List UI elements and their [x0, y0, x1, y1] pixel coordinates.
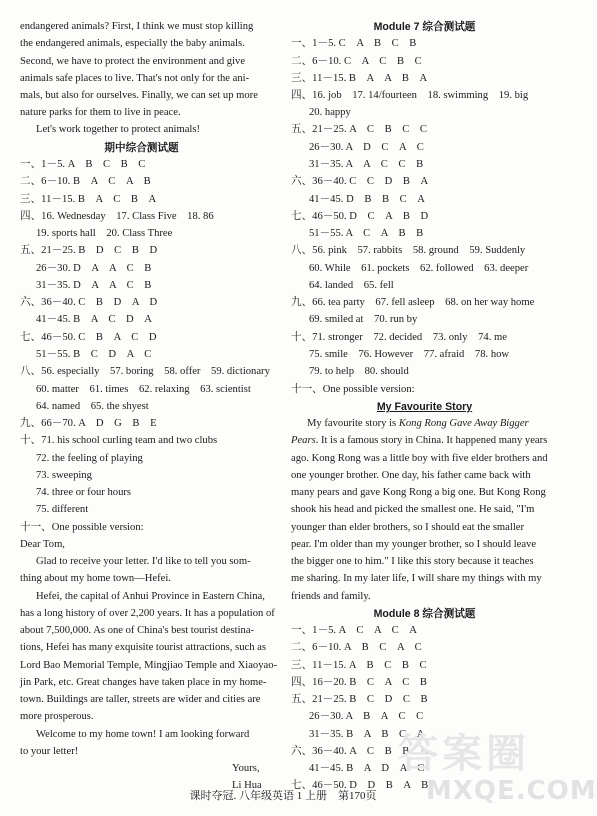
text-line: the endangered animals, especially the baby animals. [20, 38, 245, 49]
text-line: 六、36－40. A C B B A [291, 746, 428, 757]
section-heading: 期中综合测试题 [104, 142, 179, 154]
text-line: 九、66. tea party 67. fell asleep 68. on her way home [291, 297, 535, 308]
text-line: 九、66－70. A D G B E [20, 418, 157, 429]
text-line: Hefei, the capital of Anhui Province in Eastern China, [36, 591, 265, 602]
text-line: me sharing. In my later life, I will share my things with my [291, 573, 542, 584]
text-line: 75. smile 76. However 77. afraid 78. how [309, 349, 510, 360]
text-line: younger than elder brothers, so I should eat the smaller [291, 522, 524, 533]
text-line: 60. While 61. pockets 62. followed 63. deeper [309, 263, 529, 274]
text-line: 26－30. D A A C B [36, 263, 152, 274]
text-line: 十、71. stronger 72. decided 73. only 74. me [291, 332, 507, 343]
text-line: Pears. It is a famous story in China. It happened many years [291, 435, 548, 446]
text-line: 三、11－15. B A C B A [20, 194, 157, 205]
text-line: 一、1－5. C A B C B [291, 38, 417, 49]
text-line: 31－35. D A A C B [36, 280, 152, 291]
page-footer: 课时夺冠. 八年级英语 1 上册 第170页 [189, 790, 377, 802]
text-line: 75. different [36, 504, 89, 515]
text-line: 七、46－50. D D B A B [291, 780, 429, 791]
text-line: 74. three or four hours [36, 487, 132, 498]
text-line: Glad to receive your letter. I'd like to tell you som- [36, 556, 251, 567]
text-line: 三、11－15. B A A B A [291, 73, 428, 84]
text-line: 五、21－25. A C B C C [291, 124, 427, 135]
text-line: 十一、One possible version: [20, 522, 144, 533]
text-line: 四、16. Wednesday 17. Class Five 18. 86 [20, 211, 214, 222]
text-line: 41－45. B A D A C [309, 763, 425, 774]
text-line: animals safe places to live. That's not only for the ani- [20, 73, 250, 84]
text-line: Li Hua [232, 780, 262, 791]
text-line: friends and family. [291, 591, 371, 602]
text-line: 51－55. B C D A C [36, 349, 152, 360]
text-line: 41－45. D B B C A [309, 194, 425, 205]
text-line: 51－55. A C A B B [309, 228, 424, 239]
text-line: 七、46－50. C B A C D [20, 332, 157, 343]
text-line: 二、6－10. A B C A C [291, 642, 422, 653]
text-line: 四、16－20. B C A C B [291, 677, 427, 688]
text-line: mals, but also for ourselves. Finally, we can set up more [20, 90, 258, 101]
text-line: 64. landed 65. fell [309, 280, 394, 291]
text-line: town. Buildings are taller, streets are wider and cities are [20, 694, 261, 705]
text-line: 31－35. B A B C A [309, 729, 425, 740]
text-line: 20. happy [309, 107, 351, 118]
text-line: shook his head and picked the smallest one. He said, "I'm [291, 504, 535, 515]
text-line: 八、56. pink 57. rabbits 58. ground 59. Suddenly [291, 245, 526, 256]
text-line: 26－30. A D C A C [309, 142, 424, 153]
text-line: 41－45. B A C D A [36, 314, 152, 325]
text-line: 60. matter 61. times 62. relaxing 63. scientist [36, 384, 251, 395]
watermark-site: MXQE.COM [426, 776, 597, 806]
text-line: 二、6－10. C A C B C [291, 56, 422, 67]
watermark-text: 答案圈 [398, 731, 530, 777]
text-line: jin Park, etc. Great changes have taken place in my home- [20, 677, 267, 688]
text-line: tions, Hefei has many exquisite tourist attractions, such as [20, 642, 266, 653]
text-line: 七、46－50. D C A B D [291, 211, 429, 222]
text-line: has a long history of over 2,200 years. It has a population of [20, 608, 275, 619]
text-line: 二、6－10. B A C A B [20, 176, 151, 187]
text-line: 69. smiled at 70. run by [309, 314, 418, 325]
text-line: thing about my home town—Hefei. [20, 573, 171, 584]
text-line: 一、1－5. A B C B C [20, 159, 146, 170]
text-line: more prosperous. [20, 711, 94, 722]
text-line: 31－35. A A C C B [309, 159, 424, 170]
text-line: Lord Bao Memorial Temple, Mingjiao Temple and Xiaoyao- [20, 660, 278, 671]
text-line: 五、21－25. B C D C B [291, 694, 428, 705]
story-title: Kong Rong Gave Away Bigger [398, 418, 529, 429]
text-line: to your letter! [20, 746, 79, 757]
text-line: ago. Kong Rong was a little boy with five elder brothers and [291, 453, 548, 464]
text-line: 73. sweeping [36, 470, 92, 481]
text-line: My favourite story is Kong Rong Gave Away Bigger [307, 418, 529, 429]
text-line: pear. I'm older than my younger brother, so I should leave [291, 539, 537, 550]
text-line: 19. sports hall 20. Class Three [36, 228, 173, 239]
text-line: 十一、One possible version: [291, 384, 415, 395]
text-line: 一、1－5. A C A C A [291, 625, 417, 636]
text-line: Dear Tom, [20, 539, 65, 550]
section-heading: Module 7 综合测试题 [373, 21, 476, 33]
text-line: 三、11－15. A B C B C [291, 660, 427, 671]
text-line: 六、36－40. C C D B A [291, 176, 429, 187]
text-line: 十、71. his school curling team and two clubs [20, 435, 218, 446]
text-line: 72. the feeling of playing [36, 453, 143, 464]
text-line: Let's work together to protect animals! [36, 124, 201, 135]
text-line: 79. to help 80. should [309, 366, 409, 377]
section-heading: Module 8 综合测试题 [373, 608, 476, 620]
text-line: endangered animals? First, I think we must stop killing [20, 21, 254, 32]
text-line: 64. named 65. the shyest [36, 401, 149, 412]
text-line: many pears and gave Kong Rong a big one. But Kong Rong [291, 487, 546, 498]
text-line: Second, we have to protect the environment and give [20, 56, 246, 67]
text-line: 八、56. especially 57. boring 58. offer 59. dictionary [20, 366, 270, 377]
text-line: one younger brother. One day, his father came back with [291, 470, 531, 481]
text-line: about 7,500,000. As one of China's best tourist destina- [20, 625, 255, 636]
text-line: 四、16. job 17. 14/fourteen 18. swimming 19. big [291, 90, 529, 101]
story-title: Pears [291, 435, 316, 446]
text-line: 六、36－40. C B D A D [20, 297, 158, 308]
text-line: 五、21－25. B D C B D [20, 245, 158, 256]
text-line: 26－30. A B A C C [309, 711, 424, 722]
text-line: nature parks for them to live in peace. [20, 107, 181, 118]
text-line: Welcome to my home town! I am looking forward [36, 729, 250, 740]
section-heading: My Favourite Story [376, 401, 473, 413]
text-line: the bigger one to him." I like this story because it teaches [291, 556, 534, 567]
text-line: Yours, [232, 763, 260, 774]
